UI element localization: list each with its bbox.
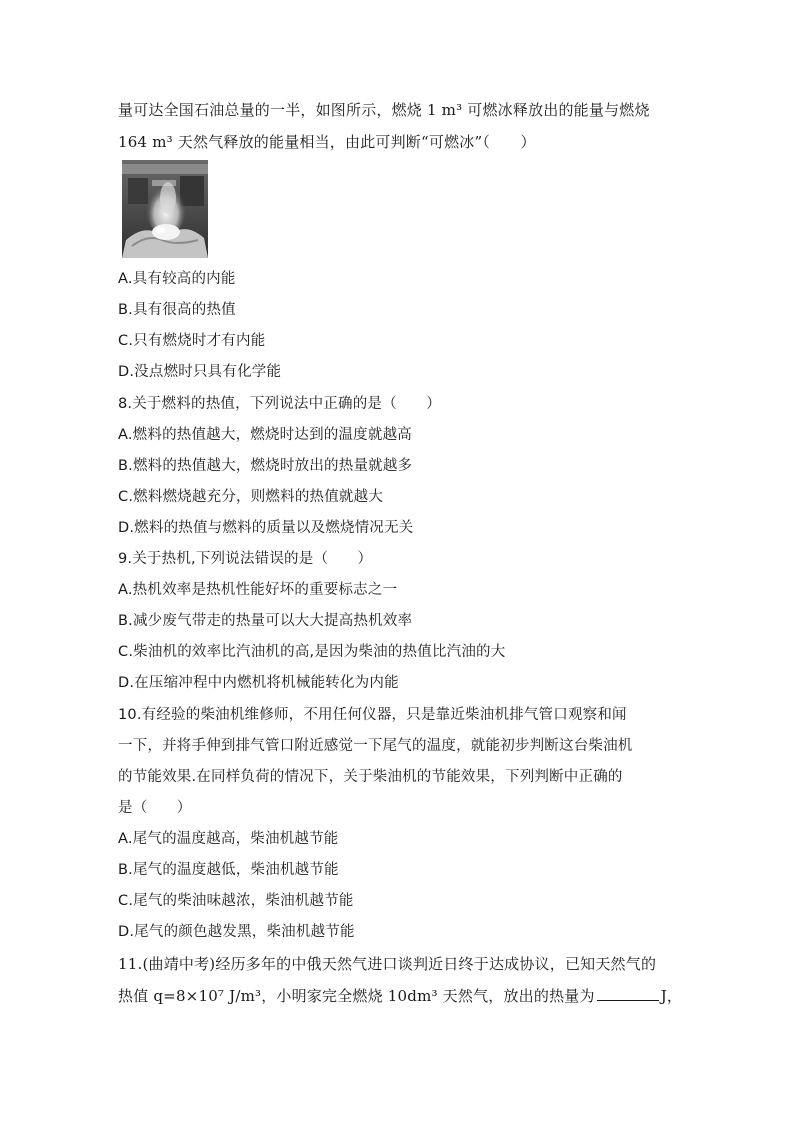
q10-stem-line-4: 是（ ）: [118, 800, 192, 816]
q11-line-1: 11.(曲靖中考)经历多年的中俄天然气进口谈判近日终于达成协议，已知天然气的: [118, 955, 657, 973]
q9-option-b: B.减少废气带走的热量可以大大提高热机效率: [118, 613, 413, 629]
q9-option-c: C.柴油机的效率比汽油机的高,是因为柴油的热值比汽油的大: [118, 644, 506, 660]
q9-stem: 9.关于热机,下列说法错误的是（ ）: [118, 551, 373, 567]
q10-stem-line-3: 的节能效果.在同样负荷的情况下，关于柴油机的节能效果，下列判断中正确的: [118, 769, 623, 785]
q8-option-d: D.燃料的热值与燃料的质量以及燃烧情况无关: [118, 520, 414, 536]
answer-blank[interactable]: [597, 986, 659, 1001]
q8-stem: 8.关于燃料的热值，下列说法中正确的是（ ）: [118, 396, 441, 412]
q7-option-d: D.没点燃时只具有化学能: [118, 364, 282, 380]
q10-stem-line-1: 10.有经验的柴油机维修师，不用任何仪器，只是靠近柴油机排气管口观察和闻: [118, 707, 627, 723]
burning-ice-in-hands-image: [122, 160, 208, 258]
q7-option-a: A.具有较高的内能: [118, 271, 236, 287]
intro-line-1: 量可达全国石油总量的一半，如图所示，燃烧 1 m³ 可燃冰释放出的能量与燃烧: [118, 101, 650, 119]
q8-option-b: B.燃料的热值越大，燃烧时放出的热量就越多: [118, 458, 413, 474]
q9-option-d: D.在压缩冲程中内燃机将机械能转化为内能: [118, 675, 399, 691]
intro-line-2: 164 m³ 天然气释放的能量相当，由此可判断“可燃冰”（ ）: [118, 133, 536, 151]
q10-option-d: D.尾气的颜色越发黑，柴油机越节能: [118, 924, 355, 940]
q10-option-b: B.尾气的温度越低，柴油机越节能: [118, 862, 339, 878]
q8-option-c: C.燃料燃烧越充分，则燃料的热值就越大: [118, 489, 384, 505]
q9-option-a: A.热机效率是热机性能好坏的重要标志之一: [118, 582, 398, 598]
flammable-ice-photo: [122, 160, 208, 258]
q7-option-b: B.具有很高的热值: [118, 302, 236, 318]
q11-line-2: [118, 986, 682, 1006]
q10-stem-line-2: 一下，并将手伸到排气管口附近感觉一下尾气的温度，就能初步判断这台柴油机: [118, 738, 633, 754]
q8-option-a: A.燃料的热值越大，燃烧时达到的温度就越高: [118, 427, 412, 443]
q11-line-2-text: 热值 q=8×10⁷ J/m³，小明家完全燃烧 10dm³ 天然气，放出的热量为: [118, 987, 595, 1005]
q10-option-c: C.尾气的柴油味越浓，柴油机越节能: [118, 893, 354, 909]
q11-line-2-unit: J，: [660, 987, 683, 1005]
q7-option-c: C.只有燃烧时才有内能: [118, 333, 266, 349]
q10-option-a: A.尾气的温度越高，柴油机越节能: [118, 831, 339, 847]
